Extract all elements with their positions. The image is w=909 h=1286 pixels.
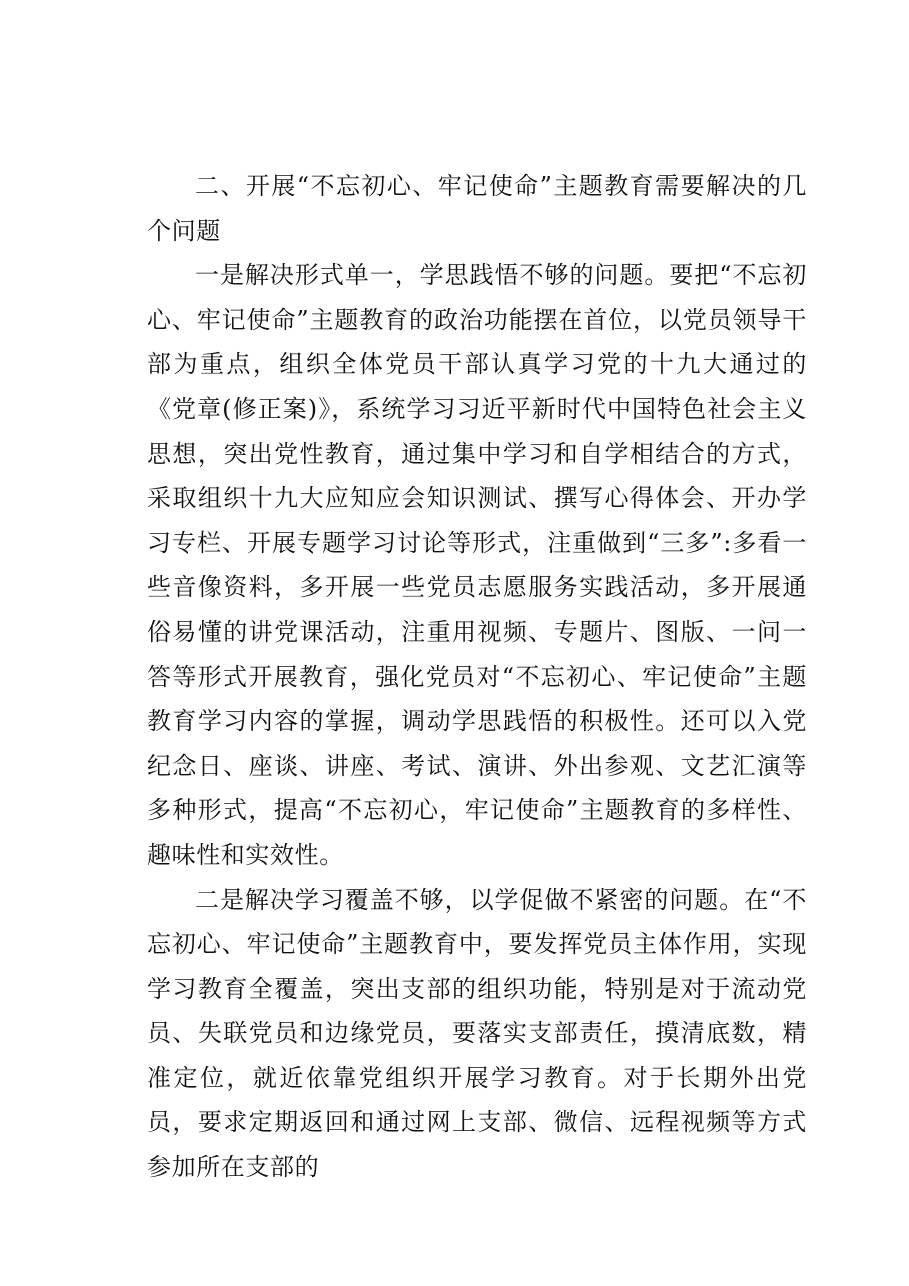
paragraph-1: 一是解决形式单一，学思践悟不够的问题。要把“不忘初心、牢记使命”主题教育的政治功能摆在首位，以党员领导干部为重点，组织全体党员干部认真学习党的十九大通过的《党章(修正案)》，系统学习习近平新时代中国特色社会主义思想，突出党性教育，通过集中学习和自学相结合的方式，采取组织十九大应知应会知识测试、撰写心得体会、开办学习专栏、开展专题学习讨论等形式，注重做到“三多”:多看一些音像资料，多开展一些党员志愿服务实践活动，多开展通俗易懂的讲党课活动，注重用视频、专题片、图版、一问一答等形式开展教育，强化党员对“不忘初心、牢记使命”主题教育学习内容的掌握，调动学思践悟的积极性。还可以入党纪念日、座谈、讲座、考试、演讲、外出参观、文艺汇演等多种形式，提高“不忘初心，牢记使命”主题教育的多样性、趣味性和实效性。 [147,261,807,869]
section-heading: 二、开展“不忘初心、牢记使命”主题教育需要解决的几个问题 [147,172,807,245]
paragraph-2: 二是解决学习覆盖不够，以学促做不紧密的问题。在“不忘初心、牢记使命”主题教育中，要发挥党员主体作用，实现学习教育全覆盖，突出支部的组织功能，特别是对于流动党员、失联党员和边缘党员，要落实支部责任，摸清底数，精准定位，就近依靠党组织开展学习教育。对于长期外出党员，要求定期返回和通过网上支部、微信、远程视频等方式参加所在支部的 [147,885,807,1182]
document-body [147,164,807,1190]
